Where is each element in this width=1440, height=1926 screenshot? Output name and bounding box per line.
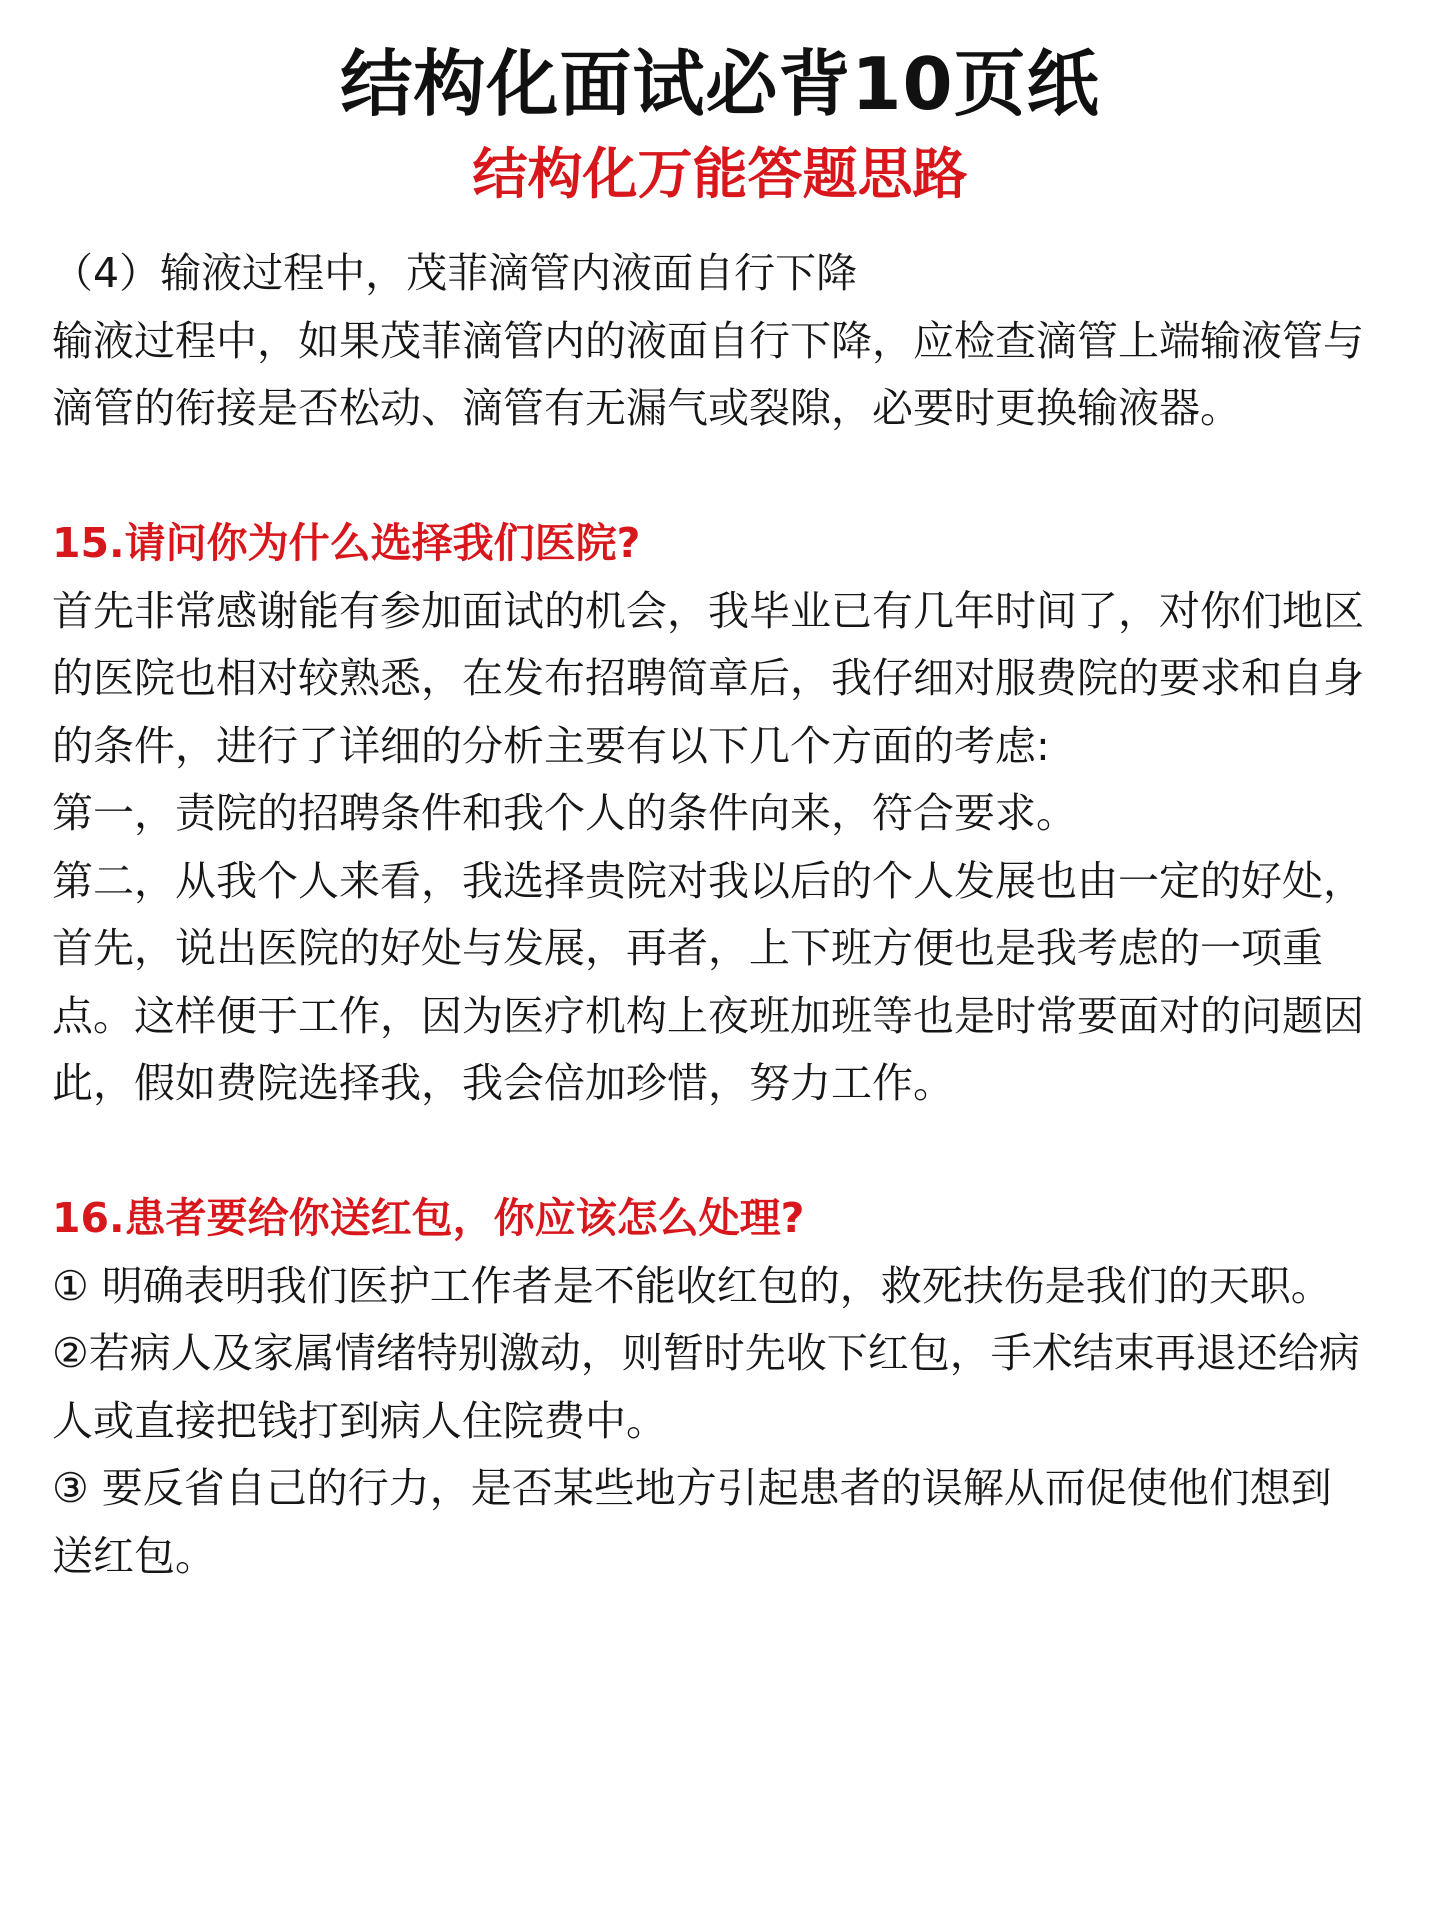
paragraph-line: 第二，从我个人来看，我选择贵院对我以后的个人发展也由一定的好处， bbox=[52, 856, 1364, 905]
section-spacer bbox=[52, 1118, 1400, 1186]
page-subtitle: 结构化万能答题思路 bbox=[472, 142, 968, 206]
document-content bbox=[52, 240, 1400, 1590]
paragraph-line: 输液过程中，如果茂菲滴管内的液面自行下降，应检查滴管上端输液管与 bbox=[52, 316, 1364, 365]
paragraph-line: 首先，说出医院的好处与发展，再者，上下班方便也是我考虑的一项重 bbox=[52, 924, 1323, 972]
paragraph-line: 人或直接把钱打到病人住院费中。 bbox=[52, 1396, 667, 1445]
section-4-title: （4）输液过程中，茂菲滴管内液面自行下降 bbox=[52, 249, 858, 297]
paragraph-line: 首先非常感谢能有参加面试的机会，我毕业已有几年时间了，对你们地区 bbox=[52, 586, 1364, 635]
paragraph-line: 点。这样便于工作，因为医疗机构上夜班加班等也是时常要面对的问题因 bbox=[52, 991, 1364, 1040]
question-16-heading: 16.患者要给你送红包，你应该怎么处理? bbox=[52, 1194, 805, 1242]
paragraph-line: 此，假如费院选择我，我会倍加珍惜，努力工作。 bbox=[52, 1059, 954, 1107]
paragraph-line: ②若病人及家属情绪特别激动，则暂时先收下红包，手术结束再退还给病 bbox=[52, 1329, 1360, 1377]
paragraph-line: ① 明确表明我们医护工作者是不能收红包的，救死扶伤是我们的天职。 bbox=[52, 1261, 1332, 1310]
paragraph-line: 的医院也相对较熟悉，在发布招聘简章后，我仔细对服费院的要求和自身 bbox=[52, 654, 1364, 702]
paragraph-line: 滴管的衔接是否松动、滴管有无漏气或裂隙，必要时更换输液器。 bbox=[52, 384, 1241, 432]
question-15-heading: 15.请问你为什么选择我们医院? bbox=[52, 519, 641, 567]
paragraph-line: ③ 要反省自己的行力，是否某些地方引起患者的误解从而促使他们想到 bbox=[52, 1464, 1332, 1512]
page-title: 结构化面试必背10页纸 bbox=[340, 42, 1100, 126]
section-spacer bbox=[52, 443, 1400, 511]
paragraph-line: 第一，责院的招聘条件和我个人的条件向来，符合要求。 bbox=[52, 789, 1077, 837]
paragraph-line: 的条件，进行了详细的分析主要有以下几个方面的考虑: bbox=[52, 721, 1050, 770]
paragraph-line: 送红包。 bbox=[52, 1531, 216, 1580]
